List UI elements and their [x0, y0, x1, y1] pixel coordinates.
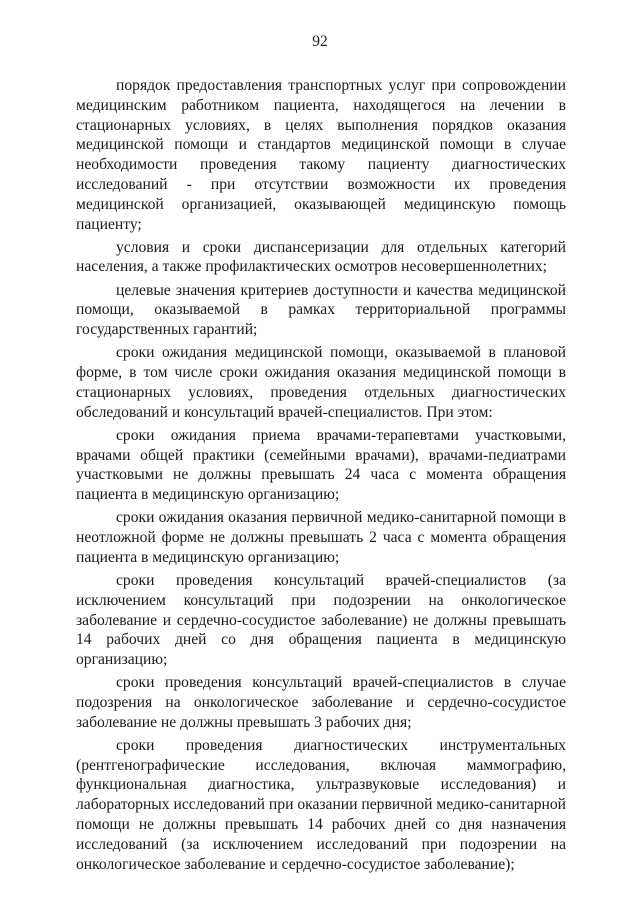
paragraph: сроки ожидания медицинской помощи, оказываемой в плановой форме, в том числе сроки ожидания оказания медицинской помощи в стационарных условиях, проведения отдельных диагностических обследований и консультаций врачей-специалистов. При этом:	[76, 344, 566, 421]
paragraph: условия и сроки диспансеризации для отдельных категорий населения, а также профилактических осмотров несовершеннолетних;	[76, 238, 566, 276]
paragraph: целевые значения критериев доступности и качества медицинской помощи, оказываемой в рамках территориальной программы государственных гарантий;	[76, 281, 566, 339]
paragraph: сроки ожидания приема врачами-терапевтами участковыми, врачами общей практики (семейными врачами), врачами-педиатрами участковыми не должны превышать 24 часа с момента обращения пациента в медицинскую организацию;	[76, 426, 566, 504]
document-body	[76, 76, 566, 874]
paragraph: сроки проведения диагностических инструментальных (рентгенографические исследования, включая маммографию, функциональная диагностика, ультразвуковые исследования) и лабораторных исследований при оказании первичной медико-санитарной помощи не должны превышать 14 рабочих дней со дня назначения исследований (за исключением исследований при подозрении на онкологическое заболевание и сердечно-сосудистое заболевание);	[76, 736, 566, 873]
page-number: 92	[312, 33, 328, 50]
paragraph: порядок предоставления транспортных услуг при сопровождении медицинским работником пациента, находящегося на лечении в стационарных условиях, в целях выполнения порядков оказания медицинской помощи и стандартов медицинской помощи в случае необходимости проведения такому пациенту диагностических исследований - при отсутствии возможности их проведения медицинской организацией, оказывающей медицинскую помощь пациенту;	[76, 77, 566, 233]
paragraph: сроки ожидания оказания первичной медико-санитарной помощи в неотложной форме не должны превышать 2 часа с момента обращения пациента в медицинскую организацию;	[76, 509, 566, 566]
paragraph: сроки проведения консультаций врачей-специалистов в случае подозрения на онкологическое заболевание и сердечно-сосудистое заболевание не должны превышать 3 рабочих дня;	[76, 674, 566, 731]
paragraph: сроки проведения консультаций врачей-специалистов (за исключением консультаций при подозрении на онкологическое заболевание и сердечно-сосудистое заболевание) не должны превышать 14 рабочих дней со дня обращения пациента в медицинскую организацию;	[76, 571, 566, 669]
